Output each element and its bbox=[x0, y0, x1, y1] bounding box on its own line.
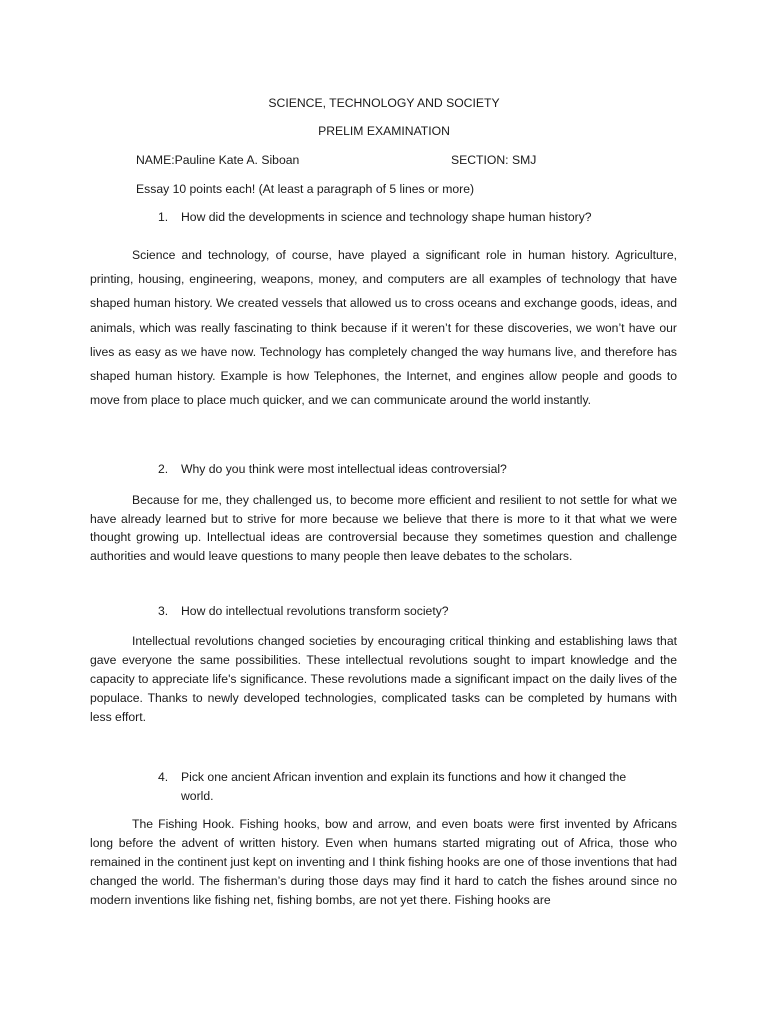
student-name: NAME:Pauline Kate A. Siboan bbox=[136, 153, 300, 167]
question-4 bbox=[158, 768, 628, 806]
question-number: 3. bbox=[158, 604, 169, 618]
question-number: 1. bbox=[158, 210, 169, 224]
question-3 bbox=[158, 604, 449, 618]
exam-instructions: Essay 10 points each! (At least a paragraph of 5 lines or more) bbox=[136, 182, 475, 196]
answer-3: Intellectual revolutions changed societies by encouraging critical thinking and establishing laws that gave everyone the same possibilities. These intellectual revolutions sought to impart knowledge and the capacity to appreciate life's significance. These revolutions made a significant impact on the daily lives of the populace. Thanks to newly developed technologies, complicated tasks can be completed by humans with less effort. bbox=[90, 634, 677, 724]
answer-1: Science and technology, of course, have played a significant role in human history. Agriculture, printing, housing, engineering, weapons, money, and computers are all examples of technology that have shaped human history. We created vessels that allowed us to cross oceans and exchange goods, ideas, and animals, which was really fascinating to think because if it weren’t for these discoveries, we won’t have our lives as easy as we have now. Technology has completely changed the way humans live, and therefore has shaped human history. Example is how Telephones, the Internet, and engines allow people and goods to move from place to place much quicker, and we can communicate around the world instantly. bbox=[90, 248, 677, 408]
question-text: Pick one ancient African invention and explain its functions and how it changed the world. bbox=[181, 770, 627, 803]
question-text: Why do you think were most intellectual ideas controversial? bbox=[181, 462, 507, 476]
question-2 bbox=[158, 462, 507, 476]
question-1 bbox=[158, 210, 592, 224]
question-text: How did the developments in science and technology shape human history? bbox=[181, 210, 592, 224]
answer-2: Because for me, they challenged us, to become more efficient and resilient to not settle for what we have already learned but to strive for more because we believe that there is more to it that what we were thought growing up. Intellectual ideas are controversial because they sometimes question and challenge authorities and would leave questions to many people then leave debates to the scholars. bbox=[90, 493, 677, 563]
question-text: How do intellectual revolutions transform society? bbox=[181, 604, 449, 618]
question-number: 4. bbox=[158, 770, 169, 784]
student-section: SECTION: SMJ bbox=[451, 153, 537, 167]
answer-4: The Fishing Hook. Fishing hooks, bow and arrow, and even boats were first invented by Africans long before the advent of written history. Even when humans started migrating out of Africa, those who remained in the continent just kept on inventing and I think fishing hooks are one of those inventions that had changed the world. The fisherman’s during those days may find it hard to catch the fishes around since no modern inventions like fishing net, fishing bombs, are not yet there. Fishing hooks are bbox=[90, 817, 677, 907]
document-title: SCIENCE, TECHNOLOGY AND SOCIETY bbox=[268, 96, 500, 110]
question-number: 2. bbox=[158, 462, 169, 476]
exam-subtitle: PRELIM EXAMINATION bbox=[318, 124, 450, 138]
